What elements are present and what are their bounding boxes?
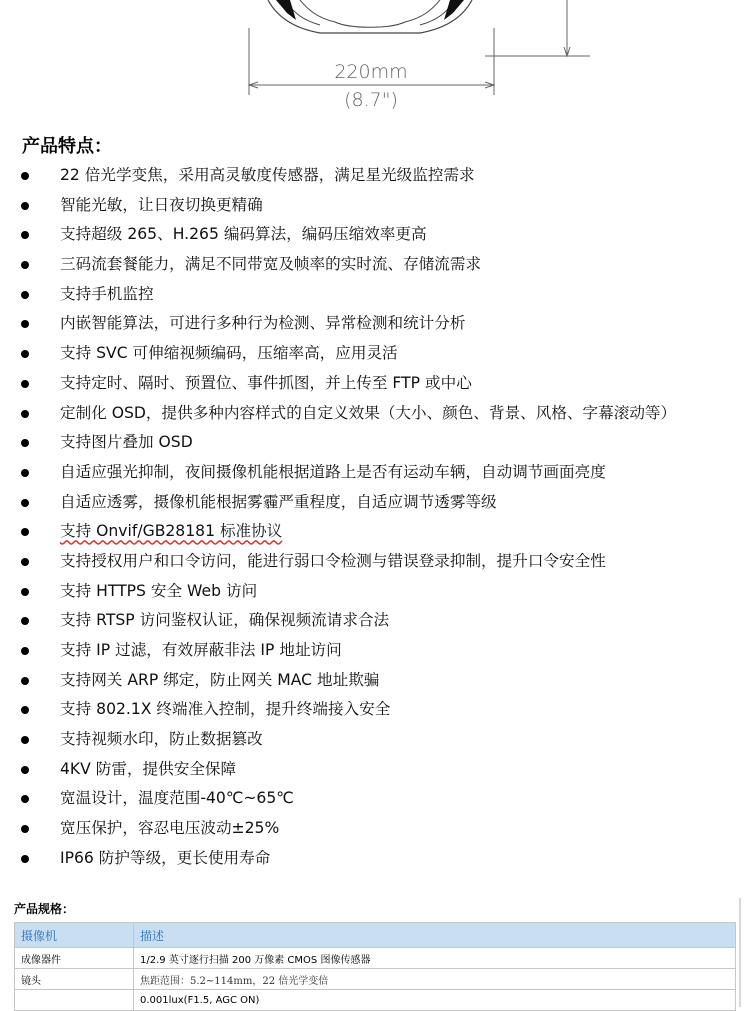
feature-item bbox=[0, 606, 750, 636]
bullet-icon bbox=[21, 291, 29, 299]
width-inch-label: (8.7") bbox=[344, 89, 398, 111]
spec-value: 1/2.9 英寸逐行扫描 200 万像素 CMOS 图像传感器 bbox=[134, 948, 736, 969]
feature-text: 支持 SVC 可伸缩视频编码，压缩率高，应用灵活 bbox=[60, 344, 398, 363]
camera-dome-outline bbox=[268, 0, 472, 33]
feature-text: 自适应透雾，摄像机能根据雾霾严重程度，自适应调节透雾等级 bbox=[60, 492, 497, 511]
feature-text: 宽压保护，容忍电压波动±25% bbox=[60, 819, 280, 838]
dome-shading bbox=[276, 0, 464, 20]
spec-label: 镜头 bbox=[15, 969, 134, 990]
bullet-icon bbox=[21, 825, 29, 833]
bullet-icon bbox=[21, 380, 29, 388]
feature-item bbox=[0, 458, 750, 488]
feature-item bbox=[0, 280, 750, 310]
bullet-icon bbox=[21, 499, 29, 507]
feature-text: 支持 IP 过滤，有效屏蔽非法 IP 地址访问 bbox=[60, 641, 342, 659]
feature-text: 支持网关 ARP 绑定，防止网关 MAC 地址欺骗 bbox=[60, 670, 380, 689]
width-mm-label: 220mm bbox=[334, 61, 408, 83]
feature-text: 内嵌智能算法，可进行多种行为检测、异常检测和统计分析 bbox=[60, 314, 466, 333]
feature-item bbox=[0, 547, 750, 577]
bullet-icon bbox=[21, 202, 29, 210]
feature-item bbox=[0, 309, 750, 339]
feature-item bbox=[0, 488, 750, 518]
feature-item bbox=[0, 814, 750, 844]
bullet-icon bbox=[21, 795, 29, 803]
feature-item bbox=[0, 755, 750, 785]
feature-item bbox=[0, 250, 750, 280]
feature-item bbox=[0, 725, 750, 755]
bullet-icon bbox=[21, 736, 29, 744]
bullet-icon bbox=[21, 558, 29, 566]
feature-item bbox=[0, 369, 750, 399]
table-row bbox=[15, 948, 736, 969]
spec-label bbox=[15, 990, 134, 1011]
spec-value: 焦距范围：5.2~114mm，22 倍光学变倍 bbox=[134, 969, 736, 990]
bullet-icon bbox=[21, 261, 29, 269]
feature-item bbox=[0, 666, 750, 696]
feature-text: 4KV 防雷，提供安全保障 bbox=[60, 759, 237, 778]
feature-text: 支持 Onvif/GB28181 标准协议 bbox=[60, 522, 283, 541]
bullet-icon bbox=[21, 855, 29, 863]
feature-text: 宽温设计，温度范围-40℃~65℃ bbox=[60, 789, 294, 808]
feature-item bbox=[0, 428, 750, 458]
feature-text: 支持 RTSP 访问鉴权认证，确保视频流请求合法 bbox=[60, 611, 390, 630]
bullet-icon bbox=[21, 766, 29, 774]
bullet-icon bbox=[21, 617, 29, 625]
spec-table bbox=[14, 922, 736, 1011]
feature-text: 支持授权用户和口令访问，能进行弱口令检测与错误登录抑制，提升口令安全性 bbox=[60, 551, 606, 570]
bullet-icon bbox=[21, 350, 29, 358]
specs-heading: 产品规格： bbox=[14, 902, 75, 916]
bullet-icon bbox=[21, 439, 29, 447]
feature-item bbox=[0, 191, 750, 221]
feature-item bbox=[0, 339, 750, 369]
bullet-icon bbox=[21, 706, 29, 714]
feature-item bbox=[0, 784, 750, 814]
feature-text: 支持视频水印，防止数据篡改 bbox=[60, 730, 263, 749]
table-row bbox=[15, 969, 736, 990]
spec-label: 成像器件 bbox=[15, 948, 134, 969]
spec-value: 0.001lux(F1.5, AGC ON) bbox=[134, 990, 736, 1011]
page-edge-divider bbox=[739, 898, 741, 1007]
feature-item bbox=[0, 636, 750, 666]
feature-text: 智能光敏，让日夜切换更精确 bbox=[60, 195, 263, 214]
feature-text: 支持手机监控 bbox=[60, 284, 154, 303]
feature-text: 支持定时、隔时、预置位、事件抓图，并上传至 FTP 或中心 bbox=[60, 373, 472, 392]
feature-text: 22 倍光学变焦，采用高灵敏度传感器，满足星光级监控需求 bbox=[60, 166, 475, 184]
feature-item bbox=[0, 577, 750, 607]
feature-text: IP66 防护等级，更长使用寿命 bbox=[60, 848, 271, 867]
header-cell-description: 描述 bbox=[134, 923, 736, 948]
feature-text: 支持 802.1X 终端准入控制，提升终端接入安全 bbox=[60, 700, 391, 719]
feature-list bbox=[0, 161, 750, 874]
features-heading: 产品特点： bbox=[22, 136, 112, 157]
bullet-icon bbox=[21, 647, 29, 655]
table-header-row bbox=[15, 923, 736, 948]
bullet-icon bbox=[21, 588, 29, 596]
feature-item bbox=[0, 844, 750, 874]
bullet-icon bbox=[21, 528, 29, 536]
table-row bbox=[15, 990, 736, 1011]
feature-text: 三码流套餐能力，满足不同带宽及帧率的实时流、存储流需求 bbox=[60, 255, 482, 274]
bullet-icon bbox=[21, 677, 29, 685]
bullet-icon bbox=[21, 172, 29, 180]
feature-item bbox=[0, 161, 750, 191]
product-dimension-drawing bbox=[0, 0, 750, 115]
feature-text: 支持 HTTPS 安全 Web 访问 bbox=[60, 581, 258, 600]
feature-item bbox=[0, 399, 750, 429]
bullet-icon bbox=[21, 231, 29, 239]
dimension-lines bbox=[249, 0, 590, 95]
feature-item bbox=[0, 220, 750, 250]
feature-text: 自适应强光抑制，夜间摄像机能根据道路上是否有运动车辆，自动调节画面亮度 bbox=[60, 462, 606, 481]
feature-text: 支持图片叠加 OSD bbox=[60, 433, 193, 452]
bullet-icon bbox=[21, 320, 29, 328]
bullet-icon bbox=[21, 410, 29, 418]
feature-text: 支持超级 265、H.265 编码算法，编码压缩效率更高 bbox=[60, 225, 427, 244]
feature-item bbox=[0, 517, 750, 547]
header-cell-camera: 摄像机 bbox=[15, 923, 134, 948]
feature-item bbox=[0, 695, 750, 725]
bullet-icon bbox=[21, 469, 29, 477]
feature-text: 定制化 OSD，提供多种内容样式的自定义效果（大小、颜色、背景、风格、字幕滚动等） bbox=[60, 403, 677, 422]
